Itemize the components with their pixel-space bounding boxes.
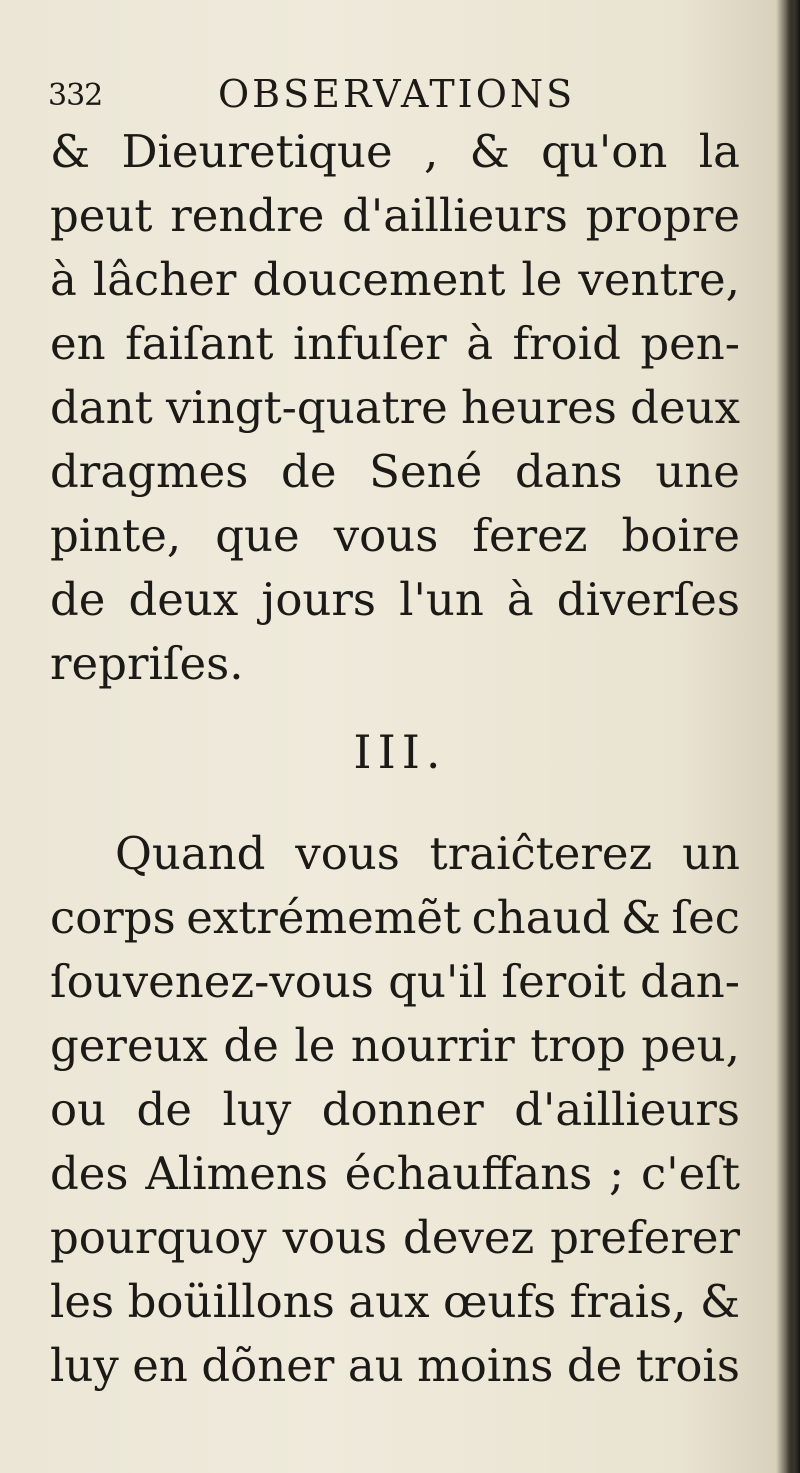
text-line: des Alimens échauffans ; c'eſt: [50, 1147, 740, 1200]
text-line: les boüillons aux œufs frais, &: [50, 1275, 740, 1328]
text-line: luy en dõner au moins de trois: [50, 1339, 740, 1392]
text-line: gereux de le nourrir trop peu,: [50, 1019, 740, 1072]
text-line: ou de luy donner d'aillieurs: [50, 1083, 740, 1136]
page-number: 332: [48, 78, 103, 113]
text-line: pinte, que vous ferez boire: [50, 509, 740, 562]
text-line: repriſes.: [50, 637, 244, 690]
page-header: [48, 72, 668, 122]
text-line: dant vingt-quatre heures deux: [50, 381, 740, 434]
running-head: OBSERVATIONS: [218, 72, 576, 116]
text-line: & Dieuretique , & qu'on la: [50, 125, 740, 178]
text-line: pourquoy vous devez preferer: [50, 1211, 740, 1264]
text-line: peut rendre d'aillieurs propre: [50, 189, 740, 242]
section-heading: III.: [353, 725, 447, 779]
text-line: Quand vous traiĉterez un: [115, 827, 740, 880]
text-line: de deux jours l'un à diverſes: [50, 573, 740, 626]
text-line: ſouvenez-vous qu'il ſeroit dan-: [50, 955, 740, 1008]
text-line: en faiſant infuſer à froid pen-: [50, 317, 740, 370]
text-line: corps extrémemẽt chaud & ſec: [50, 891, 740, 944]
text-line: dragmes de Sené dans une: [50, 445, 740, 498]
text-line: à lâcher doucement le ventre,: [50, 253, 740, 306]
